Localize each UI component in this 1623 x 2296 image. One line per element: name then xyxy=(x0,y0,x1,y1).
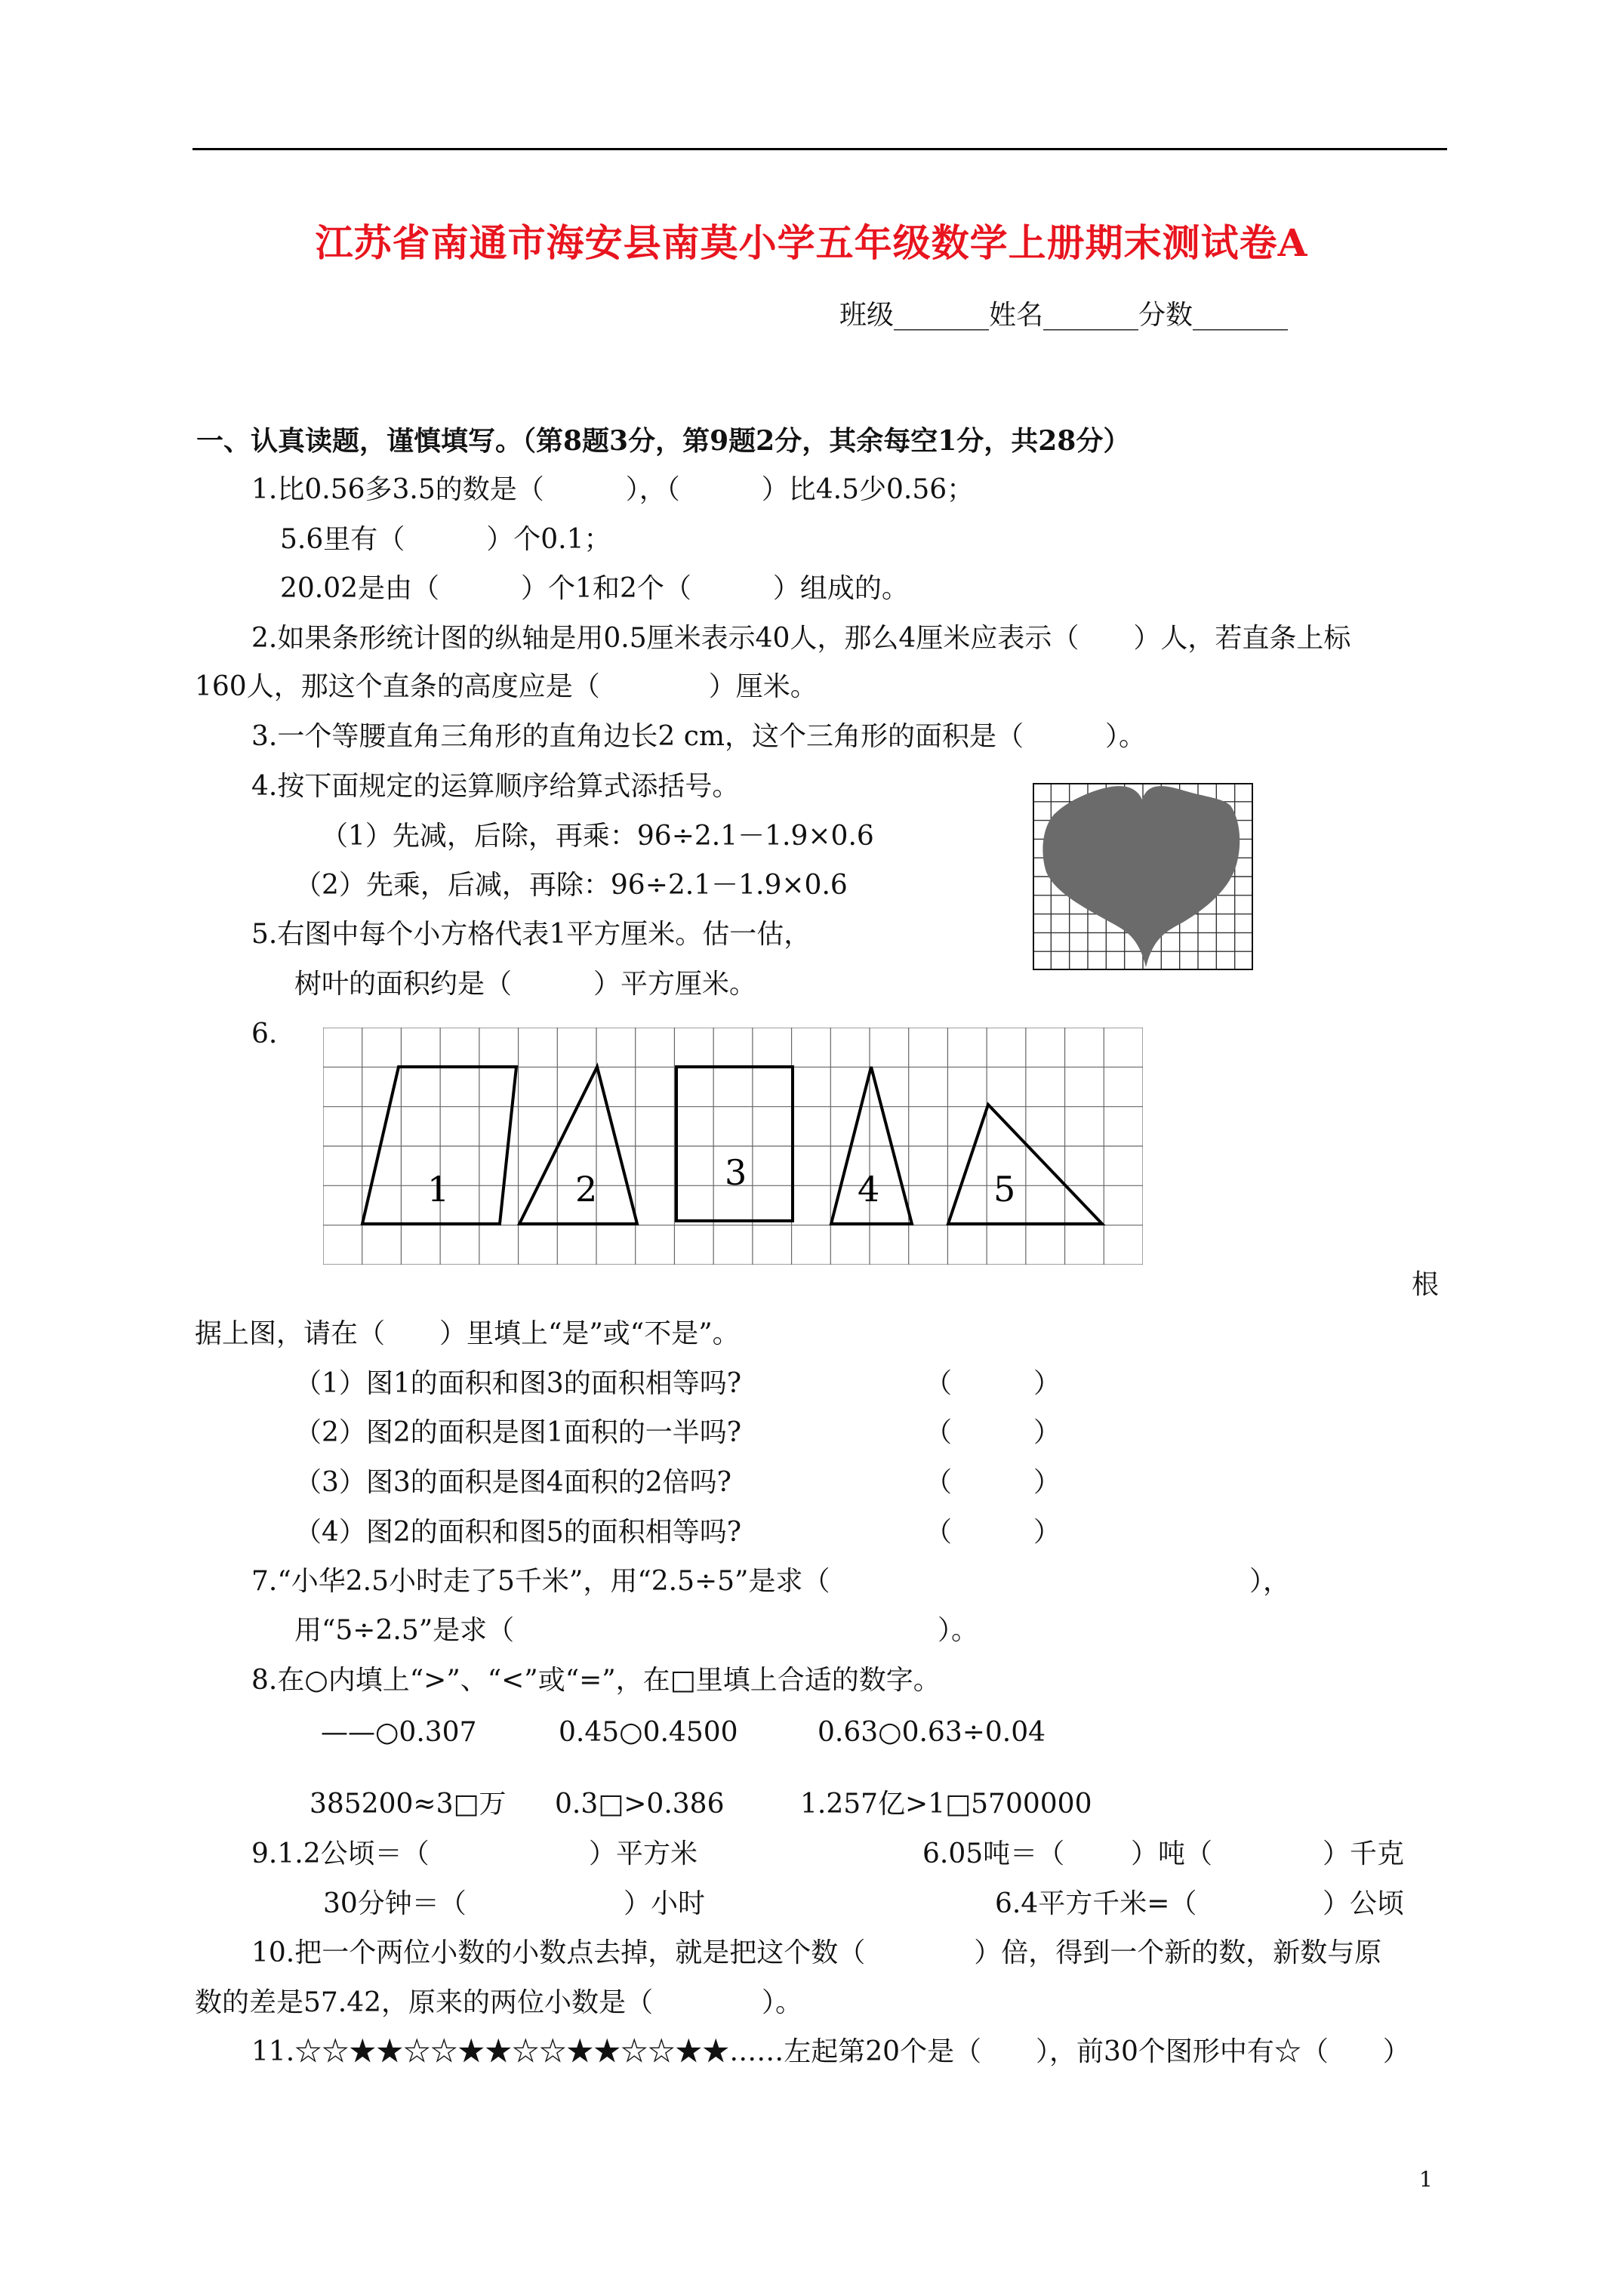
q5-line2: 树叶的面积约是（ ）平方厘米。 xyxy=(294,969,757,1000)
q1-line1: 1.比0.56多3.5的数是（ ），（ ）比4.5少0.56； xyxy=(251,474,975,505)
q10-line2: 数的差是57.42，原来的两位小数是（ ）。 xyxy=(195,1987,803,2018)
q7-line2-start: 用“5÷2.5”是求（ xyxy=(294,1615,515,1646)
shape-label-3: 3 xyxy=(725,1152,747,1193)
q7-line1-start: 7.“小华2.5小时走了5千米”，用“2.5÷5”是求（ xyxy=(251,1566,830,1597)
q6-item4-question: （4）图2的面积和图5的面积相等吗? xyxy=(294,1517,742,1548)
shape-5-triangle xyxy=(948,1105,1102,1224)
leaf-shape xyxy=(1042,786,1240,967)
q1-line3: 20.02是由（ ）个1和2个（ ）组成的。 xyxy=(280,573,909,604)
q10-line1: 10.把一个两位小数的小数点去掉，就是把这个数（ ）倍，得到一个新的数，新数与原 xyxy=(251,1937,1382,1968)
q6-item1-answer: （ ） xyxy=(925,1368,1061,1399)
q6-item1-question: （1）图1的面积和图3的面积相等吗? xyxy=(294,1368,742,1399)
q7-line2-end: ）。 xyxy=(938,1615,979,1646)
shape-label-1: 1 xyxy=(427,1169,450,1210)
q9-b-unit: ）千克 xyxy=(1323,1838,1405,1869)
q6-item2-answer: （ ） xyxy=(925,1417,1061,1448)
q9-a-unit: ）平方米 xyxy=(589,1838,698,1869)
q5-line1: 5.右图中每个小方格代表1平方厘米。估一估， xyxy=(251,919,812,950)
shape-label-2: 2 xyxy=(575,1169,598,1210)
q9-b-mid: ）吨（ xyxy=(1131,1838,1213,1869)
shape-label-4: 4 xyxy=(858,1169,880,1210)
q6-intro: 据上图，请在（ ）里填上“是”或“不是”。 xyxy=(195,1318,740,1349)
shapes-grid-figure xyxy=(323,1028,1143,1265)
q6-root: 根 xyxy=(1412,1269,1440,1300)
q6-item3-answer: （ ） xyxy=(925,1467,1061,1498)
q3: 3.一个等腰直角三角形的直角边长2 cm，这个三角形的面积是（ ）。 xyxy=(251,721,1146,752)
q8-row2-a: 385200≈3□万 xyxy=(310,1789,507,1820)
q8-row1-a: ——○0.307 xyxy=(321,1717,477,1748)
q8-row1-c: 0.63○0.63÷0.04 xyxy=(818,1717,1046,1748)
section-heading: 一、认真读题，谨慎填写。（第8题3分，第9题2分，其余每空1分，共28分） xyxy=(196,425,1131,457)
q2-line2: 160人，那这个直条的高度应是（ ）厘米。 xyxy=(195,671,818,702)
q8-intro: 8.在○内填上“>”、“<”或“=”，在□里填上合适的数字。 xyxy=(251,1665,941,1696)
page-title: 江苏省南通市海安县南莫小学五年级数学上册期末测试卷A xyxy=(315,220,1308,265)
q4-intro: 4.按下面规定的运算顺序给算式添括号。 xyxy=(251,771,740,802)
q9-d: 6.4平方千米=（ xyxy=(995,1888,1197,1919)
q8-row1-b: 0.45○0.4500 xyxy=(559,1717,738,1748)
q8-row2-b: 0.3□>0.386 xyxy=(555,1789,725,1820)
q4-item2: （2）先乘，后减，再除：96÷2.1－1.9×0.6 xyxy=(294,870,848,901)
info-line: 班级_______姓名_______分数_______ xyxy=(839,300,1289,331)
q11: 11.☆☆★★☆☆★★☆☆★★☆☆★★……左起第20个是（ ），前30个图形中有☆（ ） xyxy=(251,2036,1410,2067)
shape-label-5: 5 xyxy=(993,1169,1016,1210)
q6-item4-answer: （ ） xyxy=(925,1517,1061,1548)
q6-item2-question: （2）图2的面积是图1面积的一半吗? xyxy=(294,1417,742,1448)
q6-item3-question: （3）图3的面积是图4面积的2倍吗? xyxy=(294,1467,731,1498)
q2-line1: 2.如果条形统计图的纵轴是用0.5厘米表示40人，那么4厘米应表示（ ）人，若直条上标 xyxy=(251,623,1351,654)
shape-3-rectangle xyxy=(676,1067,793,1221)
q9-b: 6.05吨＝（ xyxy=(922,1838,1065,1869)
q9-c: 30分钟＝（ xyxy=(323,1888,467,1919)
q9-c-unit: ）小时 xyxy=(624,1888,706,1919)
q6-number: 6. xyxy=(251,1019,278,1049)
q1-line2: 5.6里有（ ）个0.1； xyxy=(280,524,611,555)
page-number: 1 xyxy=(1419,2167,1433,2192)
q9-d-unit: ）公顷 xyxy=(1323,1888,1405,1919)
header-rule xyxy=(192,148,1447,150)
q8-row2-c: 1.257亿>1□5700000 xyxy=(800,1789,1092,1820)
q4-item1: （1）先减，后除，再乘：96÷2.1－1.9×0.6 xyxy=(321,821,874,852)
q7-line1-end: ）， xyxy=(1249,1566,1291,1597)
leaf-grid-figure xyxy=(1033,783,1253,970)
q9-a: 9.1.2公顷＝（ xyxy=(251,1838,430,1869)
